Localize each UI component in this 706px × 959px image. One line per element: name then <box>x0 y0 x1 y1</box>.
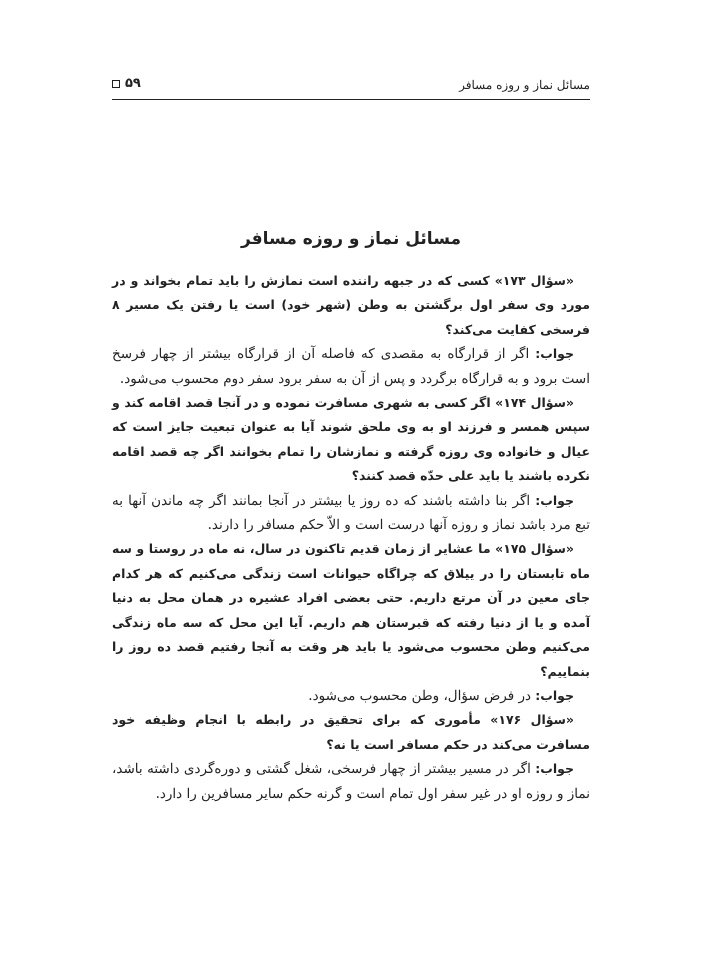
answer-text: در فرض سؤال، وطن محسوب می‌شود. <box>308 687 536 704</box>
section-title: مسائل نماز و روزه مسافر <box>240 229 462 249</box>
question-175: «سؤال ۱۷۵» ما عشایر از زمان قدیم تاکنون در سال، نه ماه در روستا و سه ماه تابستان را در ییلاق که چراگاه حیوانات است زندگی می‌کنیم که هر کدام جای معین در آن مرتع داریم. حتی بعضی افراد عشیره در همان محل به دنیا آمده و یا از دنیا رفته که قبرستان هم داریم. آیا این محل که سه ماه زندگی می‌کنیم وطن محسوب می‌شود یا باید هر وقت به آنجا رفتیم قصد ده روز را بنماییم؟ <box>112 541 590 679</box>
answer-text: اگر در مسیر بیشتر از چهار فرسخی، شغل گشتی و دوره‌گردی داشته باشد، نماز و روزه او در غیر سفر اول تمام است و گرنه حکم سایر مسافرین را دارد. <box>112 761 590 802</box>
running-header <box>112 72 590 100</box>
header-divider <box>112 99 590 100</box>
page-number-block <box>112 76 141 91</box>
qa-content <box>112 269 590 806</box>
question-173: «سؤال ۱۷۳» کسی که در جبهه راننده است نمازش را باید تمام بخواند و در مورد وی سفر اول برگشتن به وطن (شهر خود) است یا رفتن یک مسیر ۸ فرسخی کفایت می‌کند؟ <box>112 273 590 337</box>
answer-176 <box>112 757 590 806</box>
answer-text: اگر بنا داشته باشند که ده روز یا بیشتر در آنجا بمانند اگر چه ماندن آنها به تبع مرد باشد نماز و روزه آنها درست است و الاّ حکم مسافر را دارند. <box>112 492 590 534</box>
question-176: «سؤال ۱۷۶» مأموری که برای تحقیق در رابطه با انجام وظیفه خود مسافرت می‌کند در حکم مسافر است یا نه؟ <box>112 712 590 752</box>
answer-label: جواب: <box>535 492 574 508</box>
question-174: «سؤال ۱۷۴» اگر کسی به شهری مسافرت نموده و در آنجا قصد اقامه کند و سپس همسر و فرزند او به وی ملحق شوند آیا به عنوان تبعیت جایز است که عیال و خانواده وی روزه گرفته و نمازشان را تمام بخوانند اگر چه قصد اقامه نکرده باشند یا باید علی حدّه قصد کنند؟ <box>112 395 590 484</box>
answer-label: جواب: <box>535 687 574 703</box>
page-number: ۵۹ <box>125 76 141 91</box>
answer-label: جواب: <box>535 346 574 362</box>
square-ornament-icon <box>112 80 120 88</box>
answer-174 <box>112 489 590 538</box>
answer-173 <box>112 342 590 391</box>
answer-text: اگر از قرارگاه به مقصدی که فاصله آن از قرارگاه بیشتر از چهار فرسخ است برود و به قرارگاه برگردد و پس از آن به سفر برود سفر دوم محسوب می‌شود. <box>112 346 590 387</box>
answer-label: جواب: <box>535 761 574 777</box>
running-header-title: مسائل نماز و روزه مسافر <box>459 78 590 92</box>
answer-175 <box>112 684 590 708</box>
